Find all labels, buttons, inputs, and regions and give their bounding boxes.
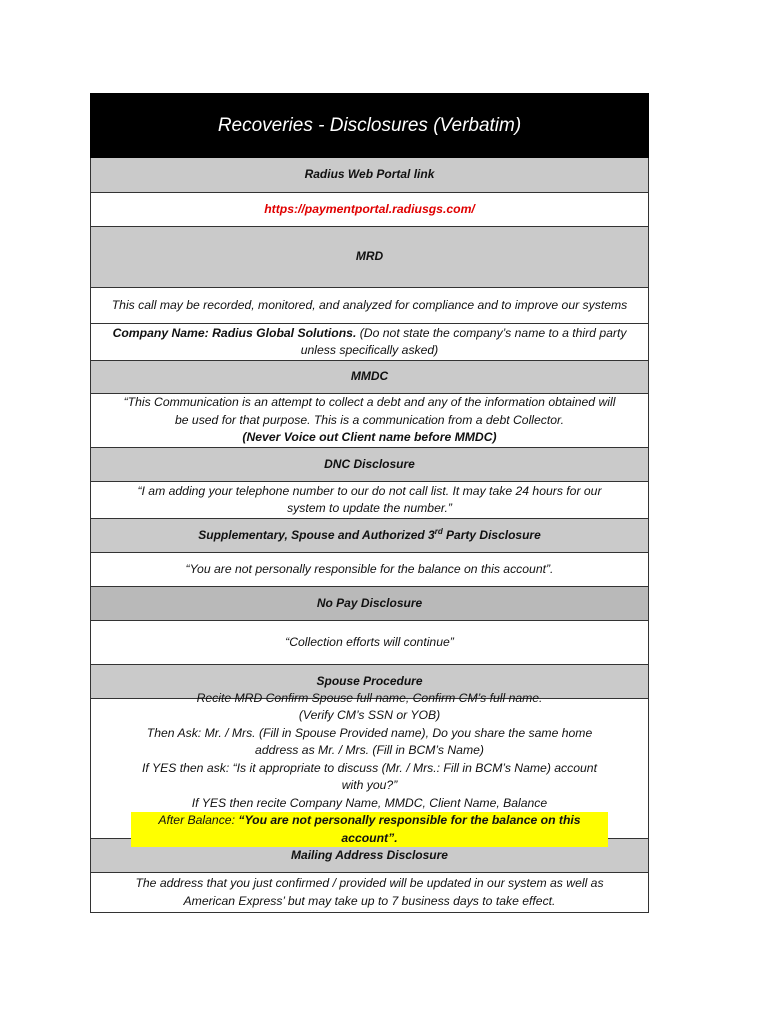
- company-name-bold: Company Name: Radius Global Solutions.: [112, 325, 357, 340]
- spouse-line-4: If YES then ask: “Is it appropriate to discuss (Mr. / Mrs.: Fill in BCM’s Name) account with you?”: [142, 760, 597, 793]
- mrd-header: MRD: [90, 227, 649, 288]
- supplementary-header-pre: Supplementary, Spouse and Authorized 3: [198, 527, 435, 542]
- mmdc-note: (Never Voice out Client name before MMDC): [242, 430, 497, 445]
- spouse-header: Spouse Procedure: [90, 665, 649, 699]
- mmdc-row: [90, 394, 649, 448]
- spouse-line-5: If YES then recite Company Name, MMDC, Client Name, Balance: [191, 795, 548, 810]
- spouse-procedure-row: [90, 690, 649, 845]
- mrd-text: This call may be recorded, monitored, and analyzed for compliance and to improve our systems: [90, 288, 649, 324]
- company-name-row: [90, 324, 649, 361]
- mailing-text: The address that you just confirmed / provided will be updated in our system as well as American Express’ but may take up to 7 business days to take effect.: [90, 873, 649, 913]
- after-balance-highlight: [131, 812, 608, 847]
- nopay-header: No Pay Disclosure: [90, 587, 649, 621]
- supplementary-header: [90, 519, 649, 553]
- mailing-header: Mailing Address Disclosure: [90, 839, 649, 873]
- spouse-line-3: Then Ask: Mr. / Mrs. (Fill in Spouse Provided name), Do you share the same home address as Mr. / Mrs. (Fill in BCM’s Name): [146, 725, 593, 758]
- dnc-header: DNC Disclosure: [90, 448, 649, 482]
- portal-header: Radius Web Portal link: [90, 158, 649, 193]
- mmdc-header: MMDC: [90, 361, 649, 394]
- spouse-line-2: (Verify CM’s SSN or YOB): [298, 708, 441, 723]
- portal-link[interactable]: https://paymentportal.radiusgs.com/: [264, 201, 475, 216]
- supplementary-text: “You are not personally responsible for the balance on this account”.: [90, 553, 649, 587]
- document-title: Recoveries - Disclosures (Verbatim): [90, 93, 649, 158]
- disclosures-document: [90, 93, 649, 913]
- supplementary-header-text: [198, 527, 541, 545]
- company-name-text: [99, 325, 640, 360]
- portal-link-row: [90, 193, 649, 227]
- after-balance-label: After Balance:: [158, 813, 239, 828]
- supplementary-header-sup: rd: [434, 526, 443, 536]
- after-balance-text: “You are not personally responsible for the balance on this account”.: [238, 813, 581, 845]
- supplementary-header-post: Party Disclosure: [442, 527, 541, 542]
- spouse-line-1: Recite MRD Confirm Spouse full name, Confirm CM’s full name.: [196, 690, 543, 705]
- nopay-text: “Collection efforts will continue”: [90, 621, 649, 665]
- company-name-note: (Do not state the company’s name to a third party unless specifically asked): [300, 325, 627, 357]
- mmdc-text: “This Communication is an attempt to collect a debt and any of the information obtained will be used for that purpose. This is a communication from a debt Collector.: [123, 395, 616, 427]
- dnc-text: “I am adding your telephone number to our do not call list. It may take 24 hours for our system to update the number.”: [90, 482, 649, 519]
